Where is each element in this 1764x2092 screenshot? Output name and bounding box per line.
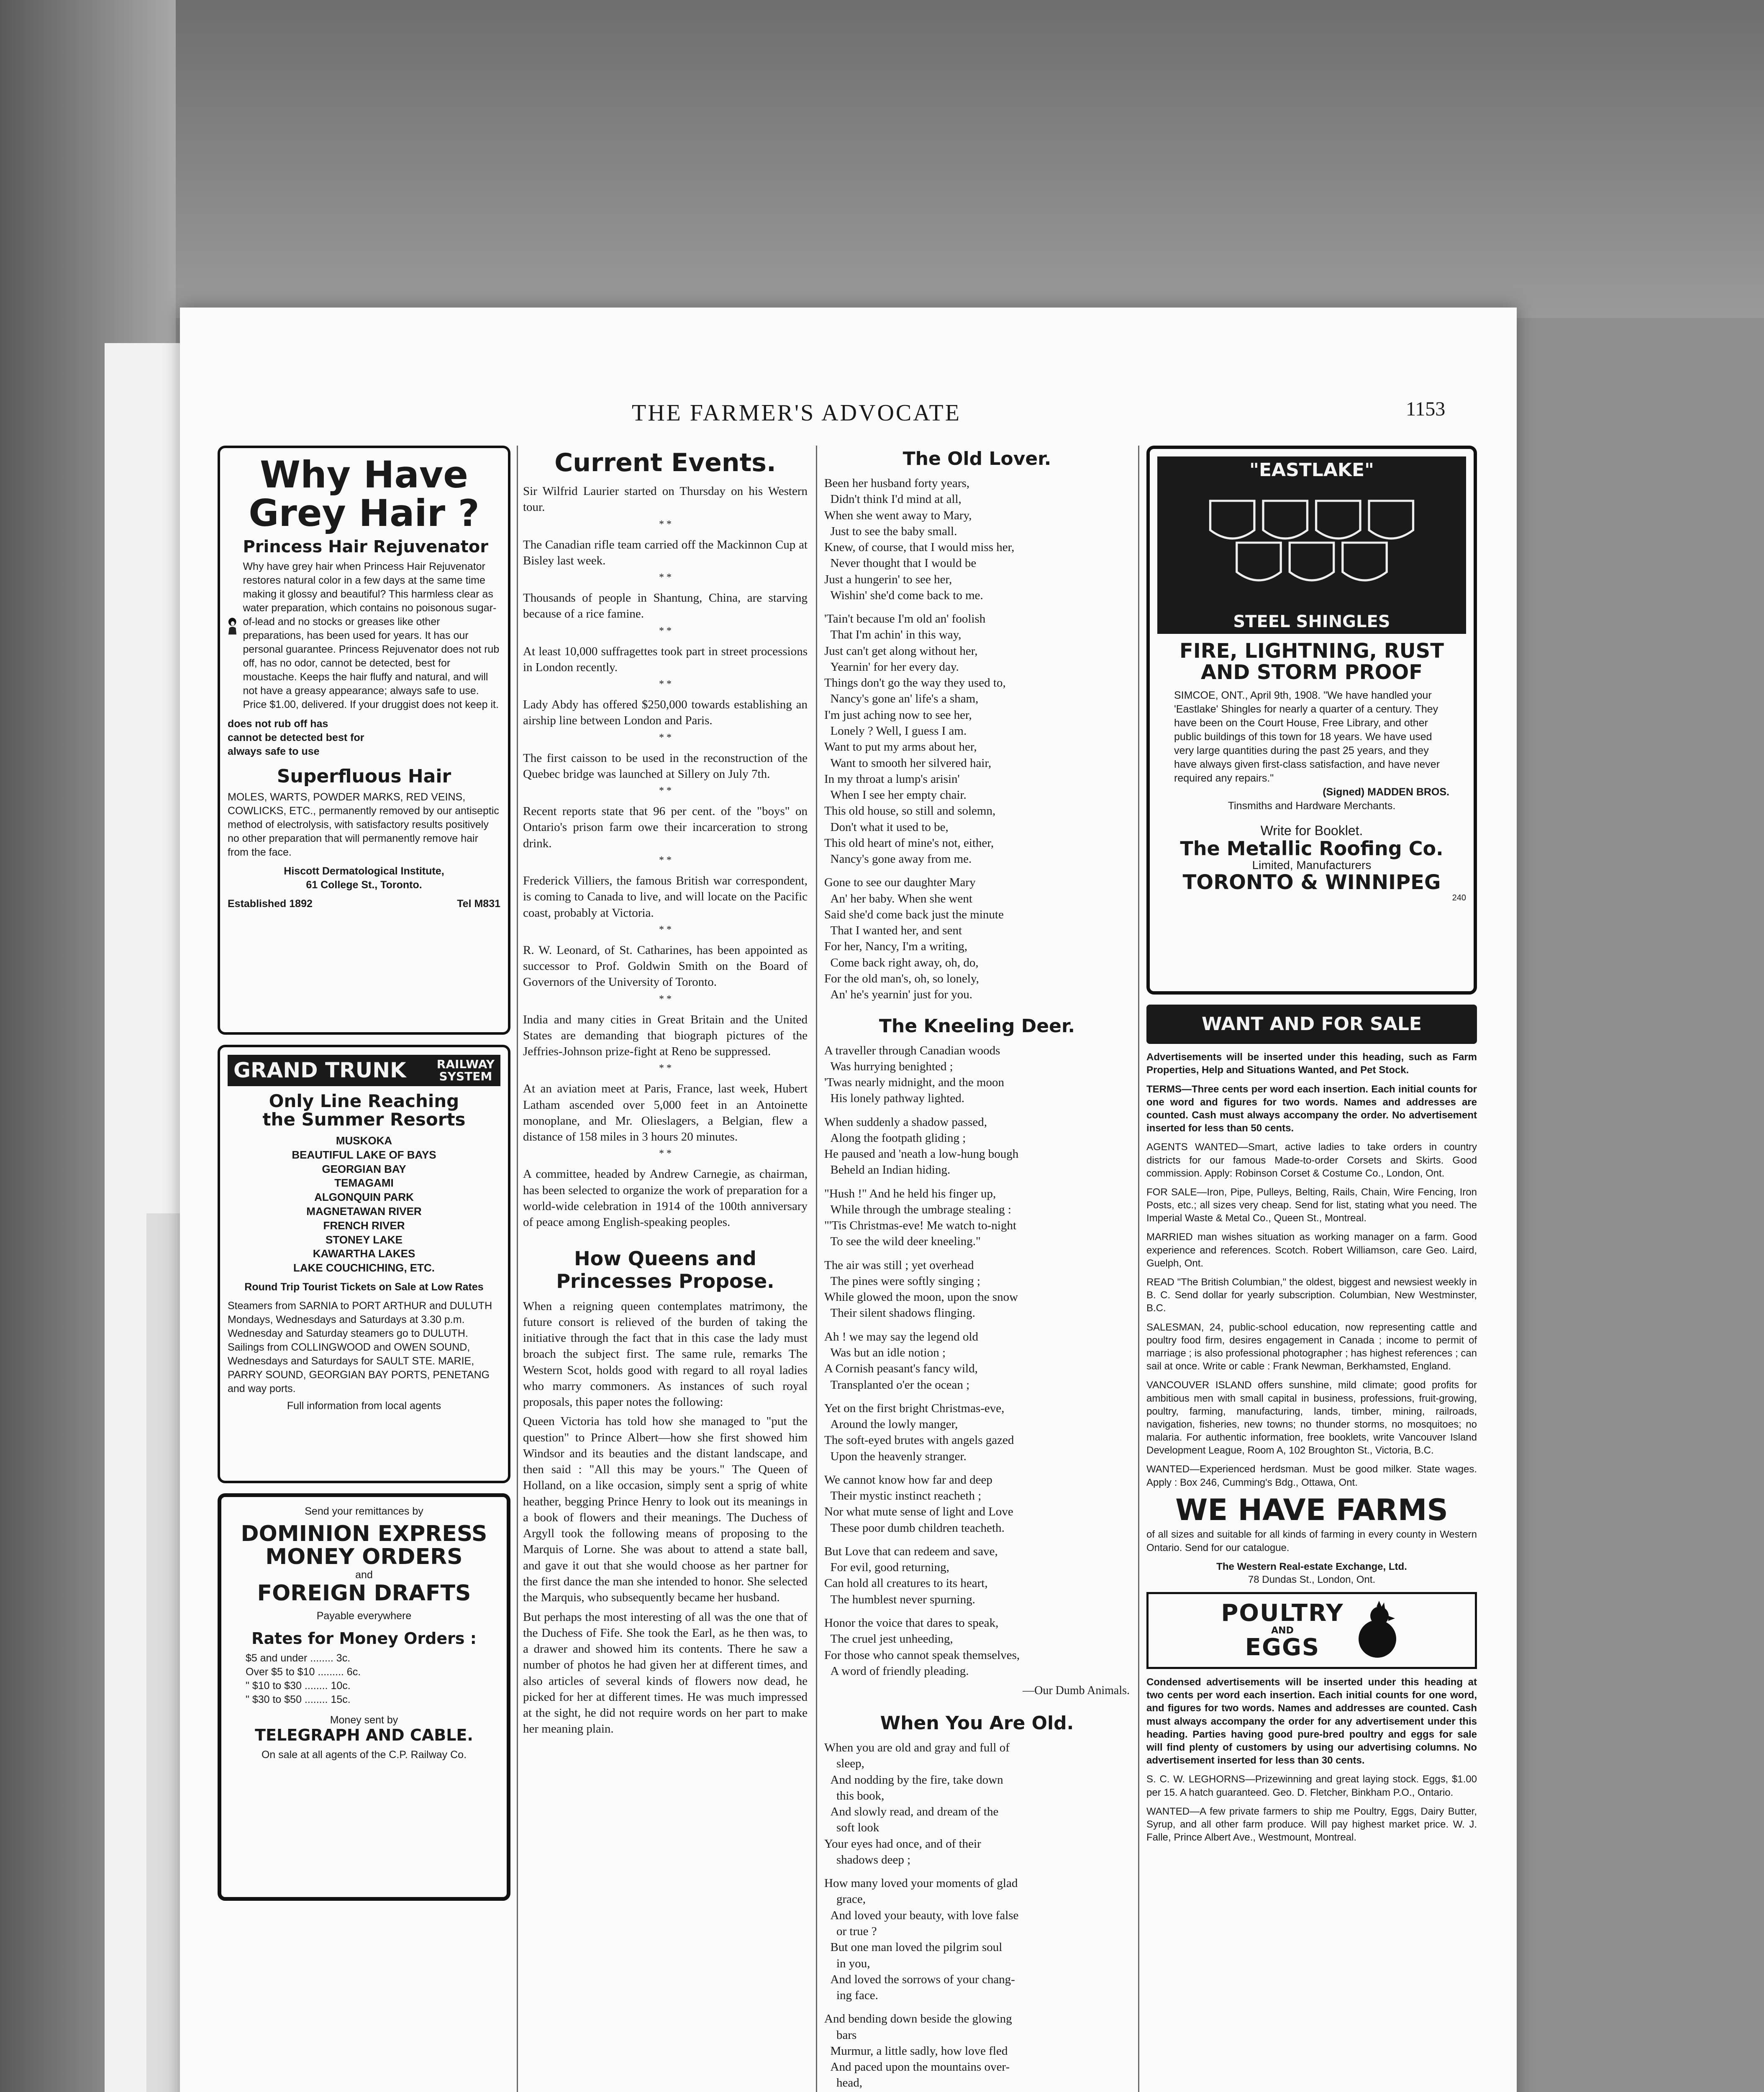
poem-title: The Kneeling Deer. [879, 1015, 1075, 1037]
agent-info: Full information from local agents [287, 1400, 441, 1412]
telephone: Tel M831 [457, 897, 500, 910]
eastlake-shingles-ad [1146, 446, 1477, 995]
ad-claim: cannot be detected best for [228, 731, 364, 743]
resort-item: TEMAGAMI [334, 1177, 394, 1190]
ad-headline: TELEGRAPH AND CABLE. [255, 1725, 473, 1744]
page-title: THE FARMER'S ADVOCATE [632, 400, 961, 426]
poem-stanza: The air was still ; yet overhead The pines were softly singing ; While glowed the moon, upon the snow Their silent shadows flinging. [824, 1258, 1018, 1320]
want-ads-list [1146, 1141, 1477, 1489]
ad-headline: AND STORM PROOF [1201, 660, 1423, 684]
column-rule [517, 446, 518, 2092]
want-ads-section [1146, 1005, 1477, 1844]
poem-stanza: 'Tain't because I'm old an' foolish That I'm achin' in this way, Just can't get along without her, Yearnin' for her every day. Things don't go the way they used to, Nancy's gone an' life's a sham, I'm just aching now to see her, Lonely ? Well, I guess I am. Want to put my arms about her, Want to smooth her silvered hair, In my throat a lump's arisin' When I see her empty chair. This old house, so still and solemn, Don't what it used to be, This old heart of mine's not, either, Nancy's gone away from me. [824, 612, 1006, 866]
article-title: How Queens and Princesses Propose. [556, 1247, 774, 1292]
poultry-terms: Condensed advertisements will be inserted under this heading at two cents per word each insertion. Each initial counts for one word, and figures for two words. Names and addresses are counted. Cash must always accompany the order for any advertisement under this heading. Parties having good pure-bred poultry and eggs for sale will find plenty of customers by using our advertising columns. No advertisement inserted for less than 30 cents. [1146, 1677, 1477, 1766]
current-events-items [523, 483, 808, 1231]
poem-stanza: When you are old and gray and full of sleep, And nodding by the fire, take down this book, And slowly read, and dream of the soft look Your eyes had once, and of their shadows deep ; [824, 1741, 1010, 1866]
company-name: The Metallic Roofing Co. [1180, 837, 1444, 860]
ad-claim: does not rub off has [228, 718, 328, 730]
poem-credit: —Our Dumb Animals. [1023, 1684, 1130, 1697]
poultry-ads-list [1146, 1773, 1477, 1844]
testimonial-signature: (Signed) MADDEN BROS. [1323, 786, 1449, 798]
tickets-notice: Round Trip Tourist Tickets on Sale at Low Rates [244, 1281, 484, 1293]
farms-address: 78 Dundas St., London, Ont. [1248, 1574, 1376, 1585]
classified-ad: WANTED—A few private farmers to ship me Poultry, Eggs, Dairy Butter, Syrup, and all other farm produce. Will pay highest market price. W. J. Falle, Prince Albert Ave., Westmount, Montreal. [1146, 1805, 1477, 1843]
separator-stars: * * [659, 1148, 672, 1159]
ad-number: 240 [1452, 893, 1466, 902]
poultry-connector: AND [1271, 1625, 1294, 1636]
poem-stanza: How many loved your moments of glad grace, And loved your beauty, with love false or true ? But one man loved the pilgrim soul in you, And loved the sorrows of your chang- ing face. [824, 1877, 1019, 2002]
resort-item: STONEY LAKE [326, 1233, 403, 1246]
testimonial-letter: SIMCOE, ONT., April 9th, 1908. "We have handled your 'Eastlake' Shingles for nearly a quarter of a century. They have been on the Court House, Free Library, and other public buildings of this town for 18 years. We have used very large quantities during the past 25 years, and they have always given first-class satisfaction, and have never required any repairs." [1174, 689, 1440, 784]
established-year: Established 1892 [228, 897, 313, 910]
ad-product-name: Princess Hair Rejuvenator [243, 537, 489, 556]
article-title: Current Events. [554, 448, 776, 477]
news-item: Lady Abdy has offered $250,000 towards establishing an airship line between London and Paris. [523, 698, 808, 728]
poem-stanza: Honor the voice that dares to speak, The cruel jest unheeding, For those who cannot speak themselves, A word of friendly pleading. [824, 1616, 1020, 1678]
rates-heading: Rates for Money Orders : [251, 1629, 477, 1648]
separator-stars: * * [659, 1063, 672, 1074]
classified-ad: READ "The British Columbian," the oldest, biggest and newsiest weekly in B. C. Send dollar for yearly subscription. Columbian, New Westminster, B.C. [1146, 1277, 1477, 1314]
poem-stanza: When suddenly a shadow passed, Along the footpath gliding ; He paused and 'neath a low-hung bough Beheld an Indian hiding. [824, 1115, 1019, 1177]
poem-title: The Old Lover. [903, 448, 1051, 469]
company-subline: Limited, Manufacturers [1252, 859, 1372, 872]
poems-column [824, 446, 1130, 2092]
money-order-rate: Over $5 to $10 ......... 6c. [246, 1666, 361, 1678]
news-item: At an aviation meet at Paris, France, last week, Hubert Latham ascended over 5,000 feet in an Antoinette monoplane, and Mr. Olieslagers, a Belgian, flew a distance of 158 miles in 3 hours 20 minutes. [523, 1082, 808, 1144]
ad-subline: Money sent by [330, 1714, 398, 1726]
poem-stanza: A traveller through Canadian woods Was hurrying benighted ; 'Twas nearly midnight, and the moon His lonely pathway lighted. [824, 1043, 1005, 1105]
separator-stars: * * [659, 785, 672, 797]
farms-headline: WE HAVE FARMS [1175, 1492, 1448, 1527]
resort-item: ALGONQUIN PARK [314, 1191, 414, 1204]
ad-headline: FIRE, LIGHTNING, RUST [1179, 639, 1444, 663]
resort-item: KAWARTHA LAKES [313, 1247, 415, 1260]
ad-headline: Grey Hair ? [249, 492, 479, 535]
news-item: India and many cities in Great Britain and the United States are demanding that biograph pictures of the Jeffries-Johnson prize-fight at Reno be suppressed. [523, 1013, 808, 1059]
separator-stars: * * [659, 732, 672, 743]
resort-item: GEORGIAN BAY [322, 1162, 406, 1175]
classified-ad: AGENTS WANTED—Smart, active ladies to take orders in country districts for our famous Made-to-order Corsets and Skirts. Good commission. Apply: Robinson Corset & Costume Co., London, Ont. [1146, 1141, 1477, 1179]
film-border-top [0, 0, 1764, 318]
steamer-schedule: Steamers from SARNIA to PORT ARTHUR and DULUTH Mondays, Wednesdays and Saturdays at 3.30 p.m. Wednesday and Saturday steamers go to DULUTH. Sailings from COLLINGWOOD and OWEN SOUND, Wednesdays and Saturdays for SAULT STE. MARIE, PARRY SOUND, GEORGIAN BAY PORTS, PENETANG and way ports. [228, 1300, 492, 1395]
superfluous-hair-heading: Superfluous Hair [277, 765, 451, 787]
want-ads-terms: TERMS—Three cents per word each insertion. Each initial counts for one word and figures for two words. Names and addresses are counted. Cash must always accompany the order. No advertisement inserted for less than 50 cents. [1146, 1083, 1477, 1134]
article-paragraph: But perhaps the most interesting of all was the one that of the Duchess of Fife. She took the Earl, as he then was, to a drawer and showed him its contents. There he saw a number of photos he had given her at different times, and also articles of several kinds of flowers now dead, he picked for her at different times. He was much impressed at the sight, he did not require words on her part to make her meaning plain. [523, 1610, 808, 1736]
article-paragraph: Queen Victoria has told how she managed to "put the question" to Prince Albert—how she first showed him Windsor and its beauties and the distant landscape, and then said : "All this may be yours." The Queen of Holland, on a like occasion, simply sent a sprig of white heather, begging Prince Henry to look out its meanings in a book of flowers and their meanings. The Duchess of Argyll took the following means of proposing to the Marquis of Lorne. She was about to attend a state ball, and gave it out that she would choose as her partner for the first dance the man she intended to honor. She selected the Marquis, who subsequently became her husband. [523, 1415, 808, 1605]
poem-stanza: And bending down beside the glowing bars Murmur, a little sadly, how love fled And paced upon the mountains over- head, [824, 2012, 1012, 2090]
poem-title: When You Are Old. [880, 1713, 1074, 1734]
ad-subline: Payable everywhere [316, 1610, 412, 1622]
ad-headline: the Summer Resorts [262, 1109, 466, 1130]
farms-company: The Western Real-estate Exchange, Ltd. [1216, 1561, 1407, 1572]
column-rule [816, 446, 817, 2092]
system-label: SYSTEM [439, 1069, 492, 1084]
poem-stanza: But Love that can redeem and save, For evil, good returning, Can hold all creatures to its heart, The humblest never spurning. [824, 1544, 998, 1606]
newspaper-page [180, 308, 1517, 2092]
booklet-call: Write for Booklet. [1260, 823, 1363, 838]
ad-headline: FOREIGN DRAFTS [257, 1581, 471, 1606]
resort-item: FRENCH RIVER [323, 1219, 405, 1232]
article-paragraph: When a reigning queen contemplates matrimony, the future consort is relieved of the burden of taking the initiative through the fact that in this case the lady must broach the subject first. The same rule, remarks The Western Scot, holds good with regard to all royal ladies who marry commoners. As instances of such royal proposals, this paper notes the following: [523, 1299, 808, 1409]
poem-stanza: "Hush !" And he held his finger up, While through the umbrage stealing : "'Tis Christmas-eve! Me watch to-night To see the wild deer kneeling." [824, 1187, 1017, 1249]
resort-item: LAKE COUCHICHING, ETC. [293, 1261, 435, 1274]
want-ads-banner: WANT AND FOR SALE [1146, 1005, 1477, 1044]
separator-stars: * * [659, 993, 672, 1005]
news-item: Frederick Villiers, the famous British war correspondent, is coming to Canada to live, and will locate on the Pacific coast, probably at Victoria. [523, 874, 808, 920]
ad-claim: always safe to use [228, 745, 320, 757]
product-label: STEEL SHINGLES [1157, 610, 1466, 634]
grey-hair-ad [218, 446, 510, 1035]
railway-brand: GRAND TRUNK [233, 1058, 406, 1083]
classified-ad: FOR SALE—Iron, Pipe, Pulleys, Belting, Rails, Chain, Wire Fencing, Iron Posts, etc.; all sizes very cheap. Send for list, stating what you need. The Imperial Waste & Metal Co., Queen St., Montreal. [1146, 1186, 1477, 1224]
ad-headline: Only Line Reaching [269, 1090, 459, 1111]
page-number: 1153 [1406, 398, 1446, 420]
old-lover-poem [824, 475, 1130, 1003]
current-events-column [523, 446, 808, 1741]
shingle-pattern-icon [1157, 484, 1466, 610]
queens-article-body [523, 1298, 808, 1737]
brand-name: "EASTLAKE" [1157, 456, 1466, 484]
money-order-rates [229, 1651, 499, 1707]
poem-stanza: Been her husband forty years, Didn't think I'd mind at all, When she went away to Mary, Just to see the baby small. Knew, of course, that I would miss her, Never thought that I would be Just a hungerin' to see her, Wishin' she'd come back to me. [824, 477, 1015, 602]
news-item: Recent reports state that 96 per cent. of the "boys" on Ontario's prison farm owe their incarceration to strong drink. [523, 805, 808, 850]
farms-text: of all sizes and suitable for all kinds of farming in every county in Western Ontario. Send for our catalogue. [1146, 1529, 1477, 1554]
ad-headline: Why Have [260, 453, 468, 496]
railway-label: RAILWAY [436, 1057, 495, 1071]
eggs-word: EGGS [1245, 1633, 1320, 1661]
classified-ad: S. C. W. LEGHORNS—Prizewinning and great laying stock. Eggs, $1.00 per 15. A hatch guaranteed. Geo. D. Fletcher, Binkham P.O., Ontario. [1146, 1774, 1477, 1798]
news-item: Thousands of people in Shantung, China, are starving because of a rice famine. [523, 591, 808, 621]
separator-stars: * * [659, 572, 672, 583]
kneeling-deer-poem [824, 1043, 1130, 1679]
separator-stars: * * [659, 625, 672, 636]
testimonial-firm: Tinsmiths and Hardware Merchants. [1228, 800, 1396, 812]
poultry-word: POULTRY [1221, 1599, 1344, 1627]
ad-footer: On sale at all agents of the C.P. Railway Co. [261, 1748, 467, 1761]
news-item: R. W. Leonard, of St. Catharines, has been appointed as successor to Prof. Goldwin Smith on the Board of Governors of the University of Toronto. [523, 943, 808, 989]
want-ads-intro: Advertisements will be inserted under this heading, such as Farm Properties, Help and Situations Wanted, and Pet Stock. [1146, 1051, 1477, 1076]
resort-list [228, 1134, 500, 1275]
separator-stars: * * [659, 924, 672, 935]
dominion-express-ad [218, 1493, 510, 1901]
ad-headline: MONEY ORDERS [265, 1544, 463, 1569]
resort-item: MUSKOKA [336, 1134, 392, 1147]
poultry-banner [1146, 1592, 1477, 1669]
ad-headline: DOMINION EXPRESS [241, 1521, 487, 1546]
classified-ad: WANTED—Experienced herdsman. Must be good milker. State wages. Apply : Box 246, Cumming's Bdg., Ottawa, Ont. [1146, 1464, 1477, 1488]
ad-intro: Send your remittances by [305, 1505, 423, 1517]
ad-body-text: Why have grey hair when Princess Hair Rejuvenator restores natural color in a few days at the same time making it glossy and beautiful? This harmless clear as water preparation, which contains no poisonous sugar-of-lead and no stocks or greases like other preparations, has been used for years. It has our personal guarantee. Princess Rejuvenator does not rub off, has no odor, cannot be detected, best for moustache. Keeps the hair fluffy and natural, and will not have a greasy appearance; always safe to use. Price $1.00, delivered. If your druggist does not keep it. [243, 560, 500, 710]
separator-stars: * * [659, 854, 672, 866]
money-order-rate: " $30 to $50 ........ 15c. [246, 1693, 351, 1705]
news-item: The first caisson to be used in the reconstruction of the Quebec bridge was launched at Sillery on July 7th. [523, 751, 808, 781]
resort-item: MAGNETAWAN RIVER [306, 1205, 422, 1218]
ads-column-right [1146, 446, 1477, 1850]
rooster-icon [1352, 1599, 1402, 1662]
poem-stanza: We cannot know how far and deep Their mystic instinct reacheth ; Nor what mute sense of light and Love These poor dumb children teacheth. [824, 1473, 1013, 1535]
news-item: A committee, headed by Andrew Carnegie, as chairman, has been selected to organize the work of preparation for a world-wide celebration in 1914 of the 100th anniversary of peace among English-speaking peoples. [523, 1167, 808, 1229]
classified-ad: MARRIED man wishes situation as working manager on a farm. Good experience and references. Scotch. Robert Williamson, care Geo. Laird, Guelph, Ont. [1146, 1231, 1477, 1269]
company-cities: TORONTO & WINNIPEG [1182, 871, 1441, 895]
news-item: Sir Wilfrid Laurier started on Thursday on his Western tour. [523, 485, 808, 514]
news-item: The Canadian rifle team carried off the Mackinnon Cup at Bisley last week. [523, 538, 808, 567]
money-order-rate: $5 and under ........ 3c. [246, 1652, 351, 1664]
column-rule [1138, 446, 1139, 2092]
when-you-are-old-poem [824, 1740, 1130, 2092]
news-item: At least 10,000 suffragettes took part in street processions in London recently. [523, 644, 808, 674]
woman-silhouette-icon [228, 538, 237, 714]
ad-connector: and [355, 1569, 373, 1581]
institute-address: 61 College St., Toronto. [306, 879, 422, 891]
poem-stanza: Yet on the first bright Christmas-eve, Around the lowly manger, The soft-eyed brutes with angels gazed Upon the heavenly stranger. [824, 1401, 1014, 1463]
ads-column-left [218, 446, 510, 1911]
poem-stanza: Gone to see our daughter Mary An' her baby. When she went Said she'd come back just the minute That I wanted her, and sent For her, Nancy, I'm a writing, Come back right away, oh, do, For the old man's, oh, so lonely, An' he's yearnin' just for you. [824, 876, 1004, 1002]
classified-ad: SALESMAN, 24, public-school education, now representing cattle and poultry food firm, desires engagement in Canada ; income to permit of marriage ; is also professional photographer ; has highest references ; can sail at once. Write or cable : Frank Newman, Berkhamsted, England. [1146, 1321, 1477, 1372]
money-order-rate: " $10 to $30 ........ 10c. [246, 1679, 351, 1692]
separator-stars: * * [659, 679, 672, 690]
institute-name: Hiscott Dermatological Institute, [284, 865, 444, 877]
separator-stars: * * [659, 518, 672, 530]
poem-stanza: Ah ! we may say the legend old Was but an idle notion ; A Cornish peasant's fancy wild, Transplanted o'er the ocean ; [824, 1330, 979, 1392]
grand-trunk-ad [218, 1045, 510, 1483]
superfluous-hair-text: MOLES, WARTS, POWDER MARKS, RED VEINS, COWLICKS, ETC., permanently removed by our antiseptic method of electrolysis, with satisfactory results positively no other preparation that will permanently remove hair from the face. [228, 791, 499, 858]
classified-ad: VANCOUVER ISLAND offers sunshine, mild climate; good profits for ambitious men with small capital in business, professions, fruit-growing, poultry, farming, manufacturing, lands, timber, mining, railroads, navigation, fisheries, new towns; no thunder storms, no mosquitoes; no malaria. For authentic information, free booklets, write Vancouver Island Development League, Room A, 102 Broughton St., Victoria, B.C. [1146, 1379, 1477, 1456]
resort-item: BEAUTIFUL LAKE OF BAYS [292, 1148, 436, 1161]
